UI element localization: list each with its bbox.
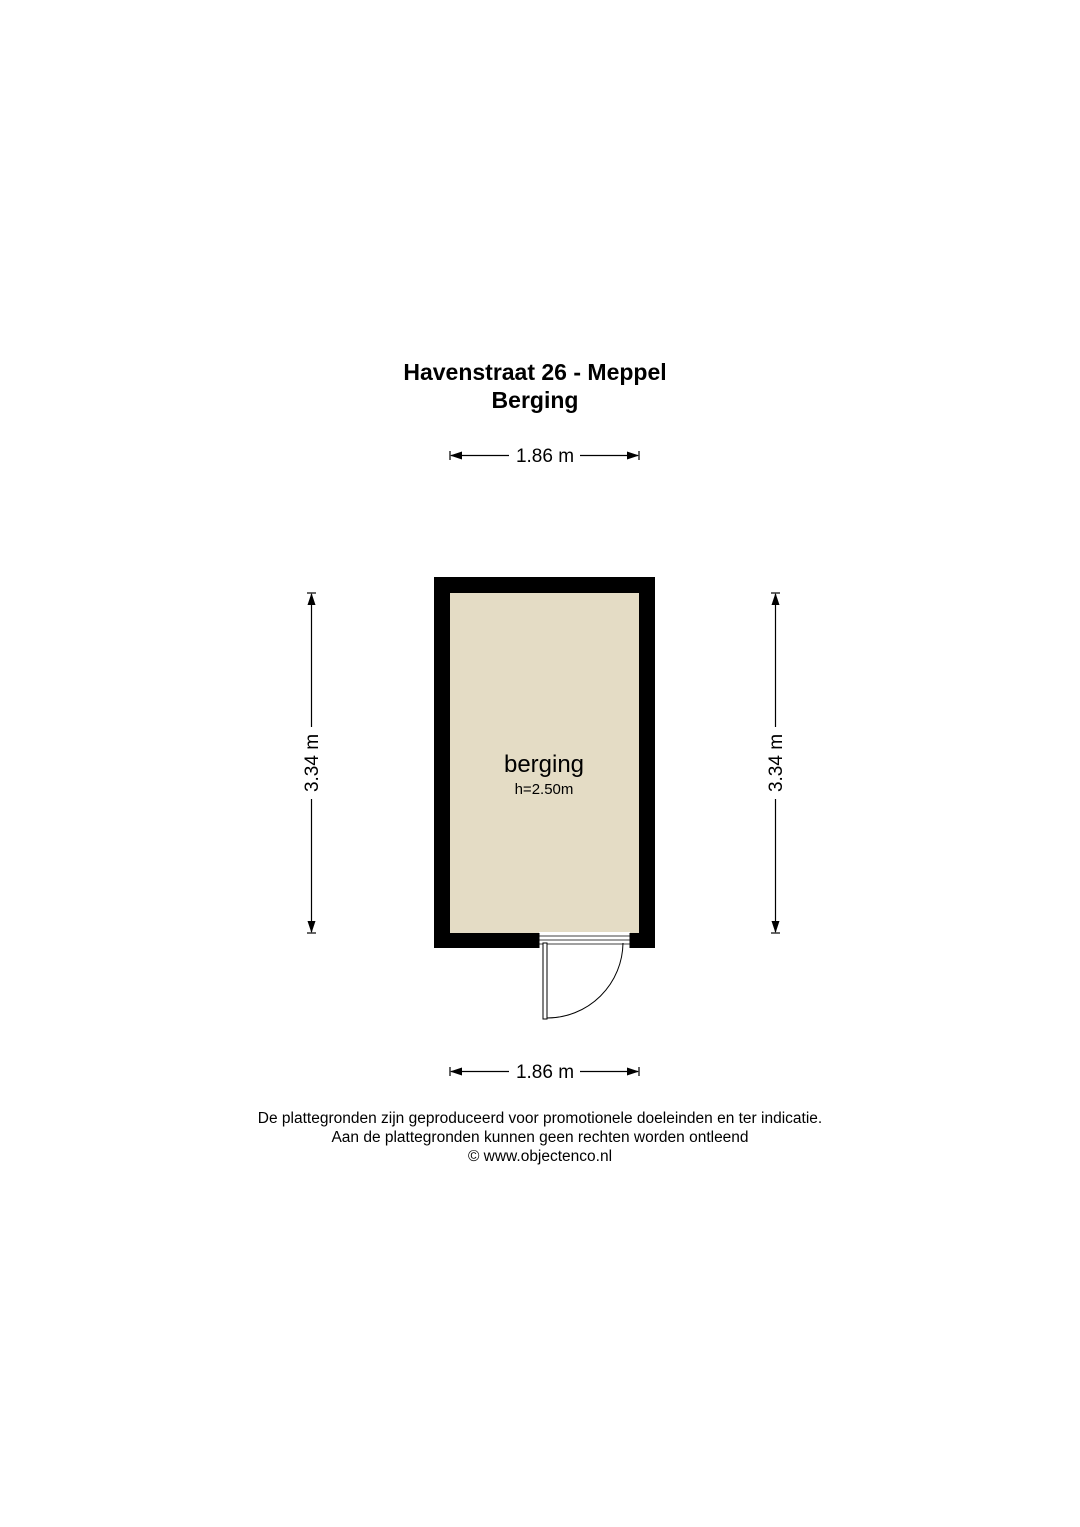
plan-title-address: Havenstraat 26 - Meppel <box>403 359 667 385</box>
door-swing-arc <box>547 943 623 1018</box>
copyright-line: © www.objectenco.nl <box>467 1148 613 1165</box>
dimension-label-left: 3.34 m <box>302 733 323 793</box>
dimension-bottom-width <box>450 1062 639 1083</box>
dimension-label-right: 3.34 m <box>766 733 787 793</box>
dimension-left-height <box>302 593 323 933</box>
door-opening <box>539 932 630 949</box>
dimension-label-bottom: 1.86 m <box>515 1062 575 1083</box>
room-name-label: berging <box>503 751 585 778</box>
door-leaf <box>543 943 547 1019</box>
room-height-label: h=2.50m <box>514 781 574 798</box>
room-berging <box>434 577 655 1019</box>
disclaimer-line-1: De plattegronden zijn geproduceerd voor promotionele doeleinden en ter indicatie. <box>257 1110 823 1127</box>
disclaimer-line-2: Aan de plattegronden kunnen geen rechten worden ontleend <box>331 1129 749 1146</box>
dimension-label-top: 1.86 m <box>515 446 575 467</box>
dimension-top-width <box>450 446 639 467</box>
plan-title-subtitle: Berging <box>491 387 579 413</box>
dimension-right-height <box>766 593 787 933</box>
